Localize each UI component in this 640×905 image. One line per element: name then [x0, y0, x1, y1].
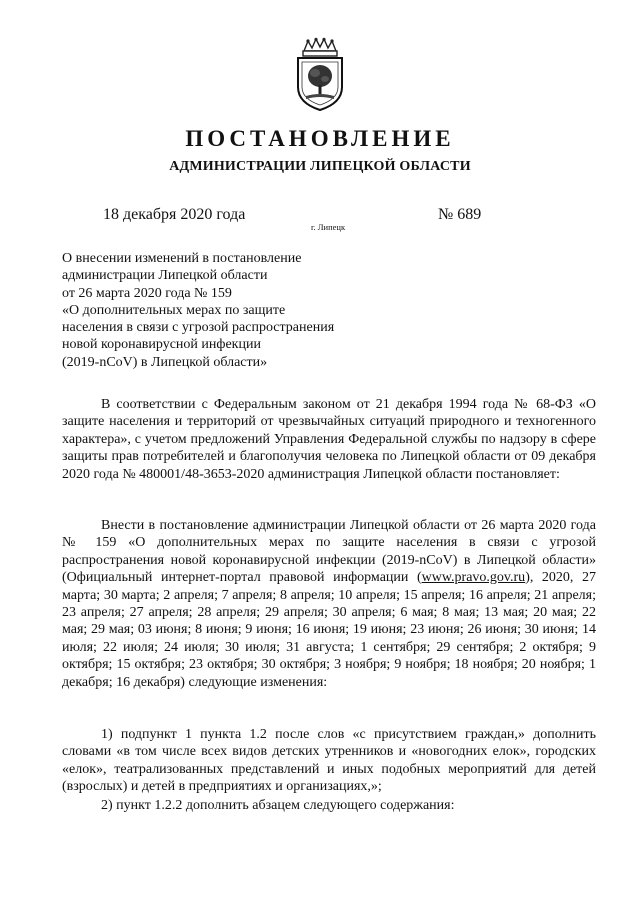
amendment-text-start: Внести в постановление администрации Липецкой области от 26 марта 2020 года № 159 «О дополнительных мерах по защите населения в связи с угрозой распространения новой коронавирусной инфекции (2019-nCoV) в Липецкой области» (Официальный интернет-портал правовой информации (	[62, 518, 596, 586]
heading-line: населения в связи с угрозой распространения	[62, 320, 335, 336]
document-city: г. Липецк	[311, 222, 346, 232]
document-heading	[62, 250, 362, 371]
heading-line: от 26 марта 2020 года № 159	[62, 285, 232, 301]
heading-line: «О дополнительных мерах по защите	[62, 302, 286, 318]
body-paragraph-item-1: 1) подпункт 1 пункта 1.2 после слов «с присутствием граждан,» дополнить словами «в том числе всех видов детских утренников и «новогодних елок», городских «елок», театрализованных представлений и иных подобных мероприятий для детей (взрослых) и детей в предприятиях и организациях,»;	[62, 727, 596, 795]
document-date: 18 декабря 2020 года	[103, 206, 246, 223]
amendment-text-end: ), 2020, 27 марта; 30 марта; 2 апреля; 7 апреля; 8 апреля; 10 апреля; 15 апреля; 16 апреля; 21 апреля; 23 апреля; 27 апреля; 28 апреля; 29 апреля; 30 апреля; 6 мая; 8 мая; 13 мая; 20 мая; 22 мая; 29 мая; 03 июня; 8 июня; 9 июня; 16 июня; 19 июня; 23 июня; 26 июня; 30 июня; 14 июля; 22 июля; 24 июля; 30 июля; 31 августа; 1 сентября; 29 сентября; 2 октября; 9 октября; 15 октября; 23 октября; 30 октября; 3 ноября; 9 ноября; 18 ноября; 20 ноября; 1 декабря; 16 декабря) следующие изменения:	[62, 570, 596, 690]
heading-line: О внесении изменений в постановление	[62, 251, 302, 266]
body-paragraph-item-2: 2) пункт 1.2.2 дополнить абзацем следующего содержания:	[101, 798, 455, 813]
heading-line: администрации Липецкой области	[62, 268, 268, 284]
pravo-gov-link[interactable]: www.pravo.gov.ru	[421, 570, 526, 586]
body-paragraph-preamble: В соответствии с Федеральным законом от 21 декабря 1994 года № 68-ФЗ «О защите населения и территорий от чрезвычайных ситуаций природного и техногенного характера», с учетом предложений Управления Федеральной службы по надзору в сфере защиты прав потребителей и благополучия человека по Липецкой области от 09 декабря 2020 года № 480001/48-3653-2020 администрация Липецкой области постановляет:	[62, 397, 596, 482]
heading-line: новой коронавирусной инфекции	[62, 337, 261, 353]
coat-of-arms-emblem	[290, 37, 350, 113]
document-title: ПОСТАНОВЛЕНИЕ	[185, 126, 455, 151]
document-subtitle: АДМИНИСТРАЦИИ ЛИПЕЦКОЙ ОБЛАСТИ	[169, 159, 471, 174]
document-number: № 689	[438, 206, 482, 223]
heading-line: (2019-nCoV) в Липецкой области»	[62, 354, 268, 370]
body-paragraph-amendment	[62, 517, 596, 691]
